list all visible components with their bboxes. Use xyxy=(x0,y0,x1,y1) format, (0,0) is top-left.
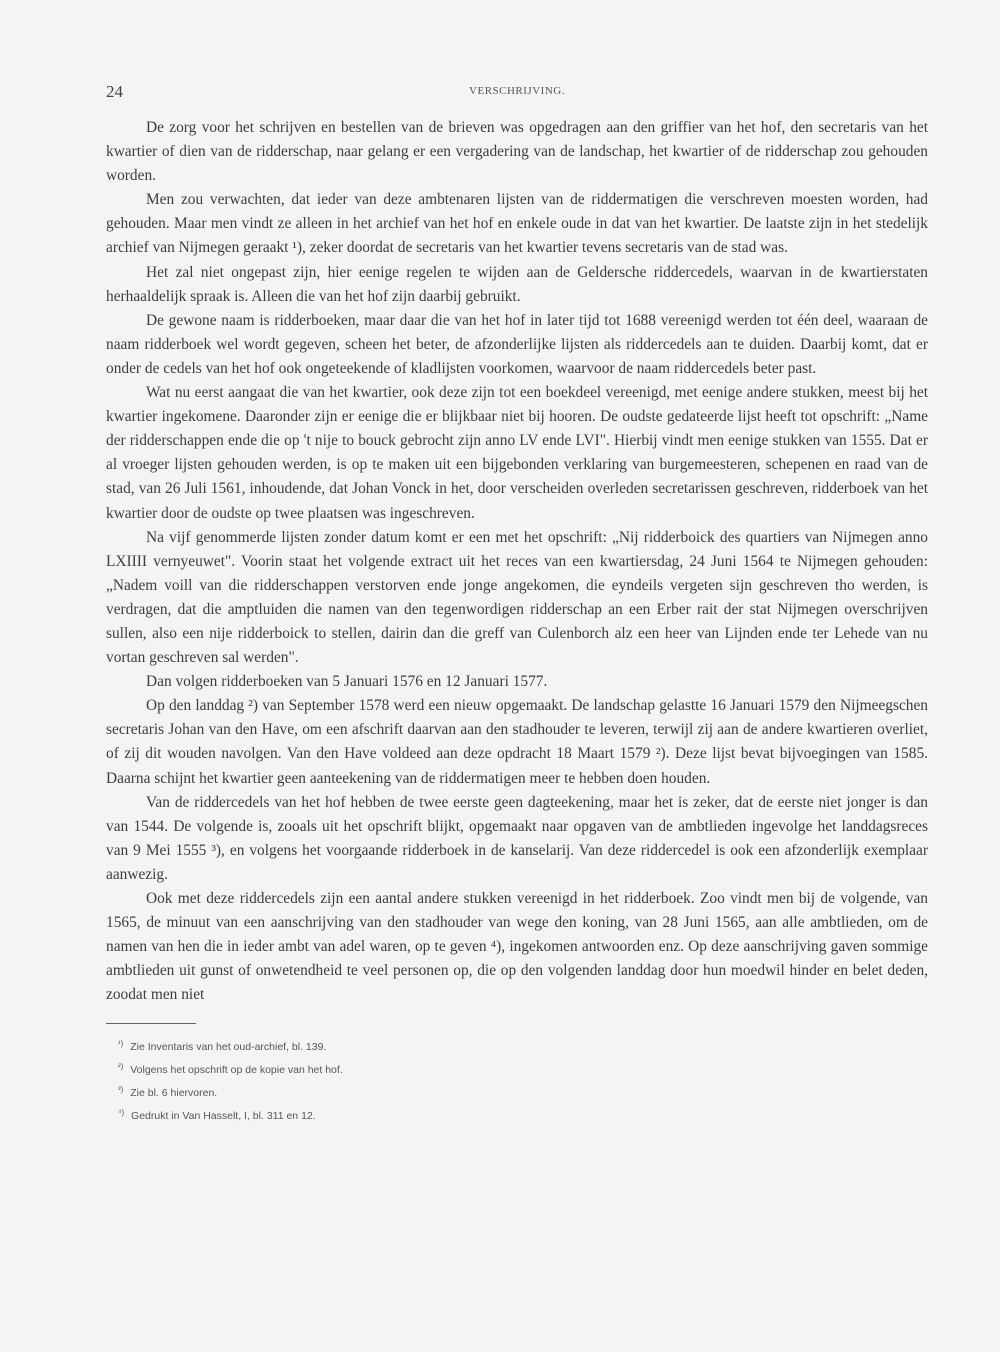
footnote-divider xyxy=(106,1023,196,1024)
paragraph: Dan volgen ridderboeken van 5 Januari 1576 en 12 Januari 1577. xyxy=(146,673,548,691)
footnote xyxy=(106,1034,928,1057)
body-text xyxy=(106,116,928,1007)
footnote-text: Zie bl. 6 hiervoren. xyxy=(130,1087,218,1100)
footnote xyxy=(106,1103,928,1126)
running-title: VERSCHRIJVING. xyxy=(469,85,565,97)
footnote-mark: ³) xyxy=(118,1085,124,1095)
footnote-mark: ¹) xyxy=(118,1039,124,1049)
page-number: 24 xyxy=(106,82,123,101)
document-page xyxy=(106,82,928,1126)
footnote-text: Zie Inventaris van het oud-archief, bl. 139. xyxy=(130,1041,327,1054)
footnote-mark: ⁴) xyxy=(118,1108,125,1118)
paragraph: Het zal niet ongepast zijn, hier eenige regelen te wijden aan de Geldersche riddercedels, waarvan in de kwartierstaten herhaaldelijk spraak is. Alleen die van het hof zijn daarbij gebruikt. xyxy=(106,263,928,305)
paragraph: Ook met deze riddercedels zijn een aantal andere stukken vereenigd in het ridderboek. Zoo vindt men bij de volgende, van 1565, de minuut van een aanschrijving van den stadhouder van wege den koning, van 28 Juni 1565, aan alle ambtlieden, om de namen van hen die in ieder ambt van adel waren, op te geven ⁴), ingekomen antwoorden enz. Op deze aanschrijving gaven sommige ambtlieden uit gunst of onwetendheid te veel personen op, die op den volgenden landdag door hun moedwil hinder en belet deden, zoodat men niet xyxy=(106,890,928,1004)
footnote-text: Gedrukt in Van Hasselt, I, bl. 311 en 12. xyxy=(131,1110,316,1123)
paragraph: Men zou verwachten, dat ieder van deze ambtenaren lijsten van de riddermatigen die verschreven moesten worden, had gehouden. Maar men vindt ze alleen in het archief van het hof en enkele oude in dat van het kwartier. De laatste zijn in het stedelijk archief van Nijmegen geraakt ¹), zeker doordat de secretaris van het kwartier tevens secretaris van de stad was. xyxy=(106,191,928,257)
footnote-text: Volgens het opschrift op de kopie van het hof. xyxy=(130,1064,343,1077)
paragraph: De zorg voor het schrijven en bestellen van de brieven was opgedragen aan den griffier van het hof, den secretaris van het kwartier of dien van de ridderschap, naar gelang er een vergadering van de landschap, het kwartier of de ridderschap zou gehouden worden. xyxy=(106,119,928,185)
paragraph: Op den landdag ²) van September 1578 werd een nieuw opgemaakt. De landschap gelastte 16 Januari 1579 den Nijmeegschen secretaris Johan van den Have, om een afschrift daarvan aan den stadhouder te leveren, terwijl zij aan de andere kwartieren overliet, of zij dit wouden navolgen. Van den Have voldeed aan deze opdracht 18 Maart 1579 ²). Deze lijst bevat bijvoegingen van 1585. Daarna schijnt het kwartier geen aanteekening van de riddermatigen meer te hebben doen houden. xyxy=(106,697,928,787)
footnote xyxy=(106,1057,928,1080)
footnotes xyxy=(106,1034,928,1126)
footnote xyxy=(106,1080,928,1103)
paragraph: De gewone naam is ridderboeken, maar daar die van het hof in later tijd tot 1688 vereenigd werden tot één deel, waaraan de naam ridderboek wel wordt gegeven, scheen het beter, de afzonderlijke lijsten als riddercedels aan te duiden. Daarbij komt, dat er onder de cedels van het hof ook ongeteekende of kladlijsten voorkomen, waarvoor de naam riddercedels beter past. xyxy=(106,311,928,377)
running-head xyxy=(106,82,928,104)
paragraph: Wat nu eerst aangaat die van het kwartier, ook deze zijn tot een boekdeel vereenigd, met eenige andere stukken, meest bij het kwartier ingekomene. Daaronder zijn er eenige die er blijkbaar niet bij hooren. De oudste gedateerde lijst heeft tot opschrift: „Name der ridderschappen ende die op 't nije to bouck gebrocht zijn anno LV ende LVI". Hierbij vindt men eenige stukken van 1555. Dat er al vroeger lijsten gehouden werden, is op te maken uit een bijgebonden verklaring van burgemeesteren, schepenen en raad van de stad, van 26 Juli 1561, inhoudende, dat Johan Vonck in het, door verscheiden overleden secretarissen geschreven, ridderboek van het kwartier door de oudste op twee plaatsen was ingeschreven. xyxy=(106,384,928,522)
paragraph: Van de riddercedels van het hof hebben de twee eerste geen dagteekening, maar het is zeker, dat de eerste niet jonger is dan van 1544. De volgende is, zooals uit het opschrift blijkt, opgemaakt naar opgaven van de ambtlieden ingevolge het landdagsreces van 9 Mei 1555 ³), en volgens het voorgaande ridderboek in de kanselarij. Van deze riddercedel is ook een afzonderlijk exemplaar aanwezig. xyxy=(106,793,928,883)
footnote-mark: ²) xyxy=(118,1062,124,1072)
paragraph: Na vijf genommerde lijsten zonder datum komt er een met het opschrift: „Nij ridderboick des quartiers van Nijmegen anno LXIIII vernyeuwet". Voorin staat het volgende extract uit het reces van een kwartiersdag, 24 Juni 1564 te Nijmegen gehouden: „Nadem voill van die ridderschappen verstorven ende jonge angekomen, die eyndeils vergeten sijn geschreven tho werden, is verdragen, dat die amptluiden die namen van den tegenwordigen ridderschap an een Erber rait der stat Nijmegen overschrijven sullen, also een nije ridderboick to stellen, dairin dan die greff van Culenborch alz een heer van Lijnden ende ter Lehede van nu vortan geschreven sal werden". xyxy=(106,528,928,667)
